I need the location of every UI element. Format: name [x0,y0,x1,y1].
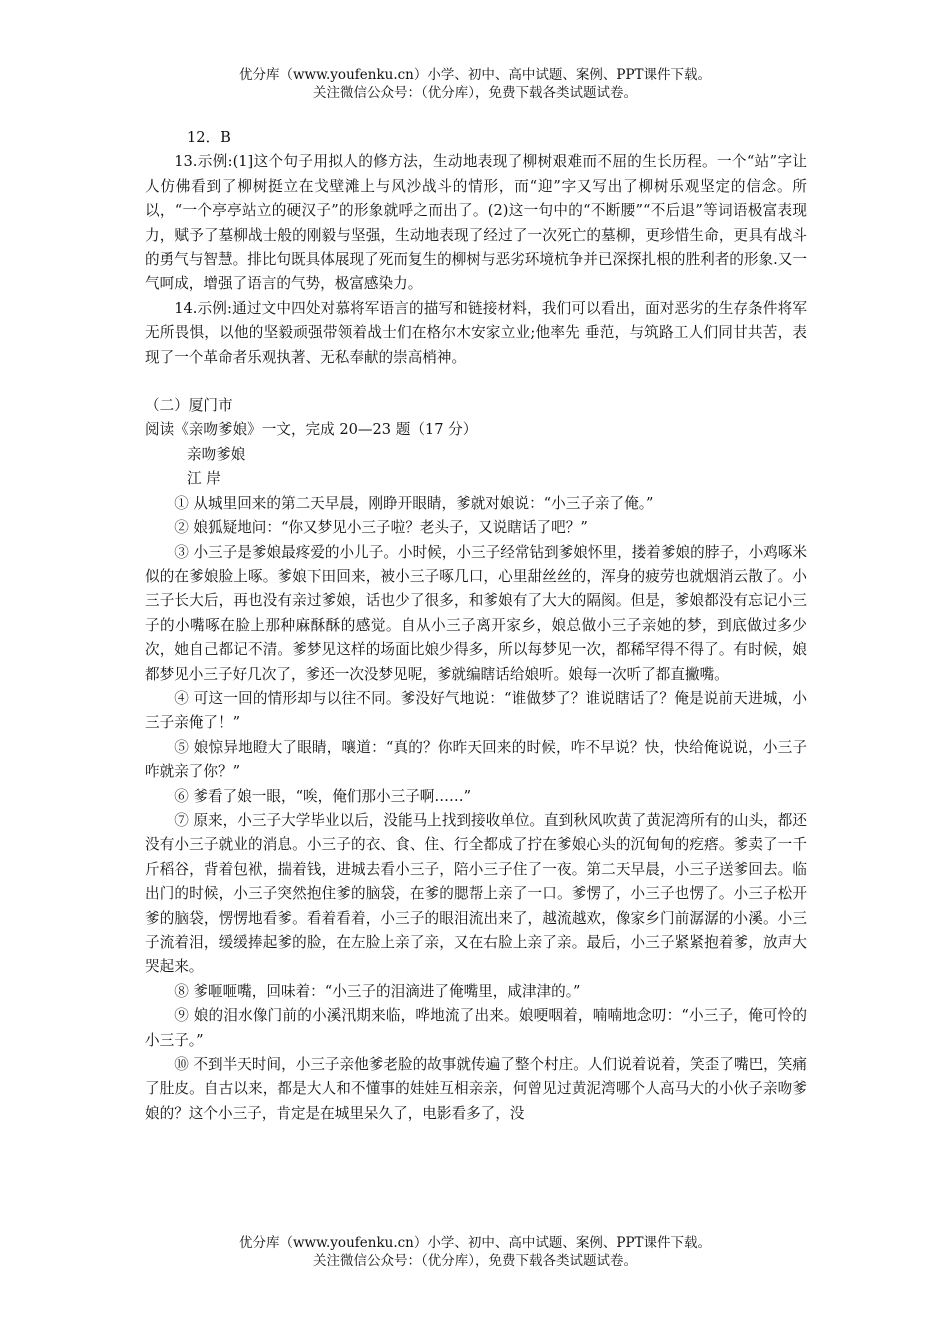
article-paragraph: ③ 小三子是爹娘最疼爱的小儿子。小时候，小三子经常钻到爹娘怀里，搂着爹娘的脖子，小鸡啄米似的在爹娘脸上啄。爹娘下田回来，被小三子啄几口，心里甜丝丝的，浑身的疲劳也就烟消云散了。小三子长大后，再也没有亲过爹娘，话也少了很多，和爹娘有了大大的隔阂。但是，爹娘都没有忘记小三子的小嘴啄在脸上那种麻酥酥的感觉。自从小三子离开家乡，娘总做小三子亲她的梦，到底做过多少次，她自己都记不清。爹梦见这样的场面比娘少得多，所以每梦见一次，都稀罕得不得了。有时候，娘都梦见小三子好几次了，爹还一次没梦见呢，爹就编瞎话给娘听。娘每一次听了都直撇嘴。 [145,543,807,683]
section-title: （二）厦门市 [145,397,233,415]
header-line-2: 关注微信公众号：（优分库），免费下载各类试题试卷。 [313,85,637,101]
page-header [0,66,950,102]
header-line-1: 优分库（www.youfenku.cn）小学、初中、高中试题、案例、PPT课件下载。 [238,67,712,83]
article-title: 亲吻爹娘 [187,445,246,463]
answer-12: 12．B [187,129,231,146]
document-body [145,126,807,1126]
page-footer [0,1234,950,1270]
article-paragraph: ⑥ 爹看了娘一眼，“唉，俺们那小三子啊……” [174,787,472,805]
spacer [145,370,807,394]
article-paragraph: ② 娘狐疑地问：“你又梦见小三子啦？老头子，又说瞎话了吧？” [174,519,588,537]
footer-line-2: 关注微信公众号：（优分库），免费下载各类试题试卷。 [313,1253,637,1269]
answer-13: 13.示例:(1]这个句子用拟人的修方法，生动地表现了柳树艰难而不屈的生长历程。一个“站”字让人仿佛看到了柳树挺立在戈壁滩上与风沙战斗的情形，而“迎”字又写出了柳树乐观坚定的信念。所以，“一个亭亭站立的硬汉子”的形象就呼之而出了。(2)这一句中的“不断腰”“不后退”等词语极富表现力，赋予了墓柳战士般的刚毅与坚强，生动地表现了经过了一次死亡的墓柳，更珍惜生命，更具有战斗的勇气与智慧。排比句既具体展现了死而复生的柳树与恶劣环境杭争并已深探扎根的胜利者的形象.又一气呵成，增强了语言的气势，极富感染力。 [145,153,807,293]
article-paragraph: ④ 可这一回的情形却与以往不同。爹没好气地说：“谁做梦了？谁说瞎话了？俺是说前天进城，小三子亲俺了！” [145,689,807,732]
article-paragraph: ⑤ 娘惊异地瞪大了眼睛，嚷道：“真的？你昨天回来的时候，咋不早说？快，快给俺说说，小三子咋就亲了你？” [145,738,807,781]
answer-14: 14.示例:通过文中四处对慕将军语言的描写和链接材料，我们可以看出，面对恶劣的生存条件将军无所畏惧，以他的坚毅顽强带领着战士们在格尔木安家立业;他率先 垂范，与筑路工人们同甘共苦，表现了一个革命者乐观执著、无私奉献的崇高梢神。 [145,299,807,366]
article-paragraph: ① 从城里回来的第二天早晨，刚睁开眼睛，爹就对娘说：“小三子亲了俺。” [174,494,654,512]
article-author: 江 岸 [187,470,221,488]
footer-line-1: 优分库（www.youfenku.cn）小学、初中、高中试题、案例、PPT课件下载。 [238,1235,712,1251]
reading-instruction: 阅读《亲吻爹娘》一文，完成 20—23 题（17 分） [145,421,478,439]
article-paragraph: ⑩ 不到半天时间，小三子亲他爹老脸的故事就传遍了整个村庄。人们说着说着，笑歪了嘴巴，笑痛了肚皮。自古以来，都是大人和不懂事的娃娃互相亲亲，何曾见过黄泥湾哪个人高马大的小伙子亲吻爹娘的？这个小三子，肯定是在城里呆久了，电影看多了，没 [145,1056,807,1122]
article-paragraph: ⑦ 原来，小三子大学毕业以后，没能马上找到接收单位。直到秋风吹黄了黄泥湾所有的山头，都还没有小三子就业的消息。小三子的衣、食、住、行全都成了拧在爹娘心头的沉甸甸的疙瘩。爹卖了一千斤稻谷，背着包袱，揣着钱，进城去看小三子，陪小三子住了一夜。第二天早晨，小三子送爹回去。临出门的时候，小三子突然抱住爹的脑袋，在爹的腮帮上亲了一口。爹愣了，小三子也愣了。小三子松开爹的脑袋，愣愣地看爹。看着看着，小三子的眼泪流出来了，越流越欢，像家乡门前潺潺的小溪。小三子流着泪，缓缓捧起爹的脸，在左脸上亲了亲，又在右脸上亲了亲。最后，小三子紧紧抱着爹，放声大哭起来。 [145,811,807,976]
article-paragraph: ⑨ 娘的泪水像门前的小溪汛期来临，哗地流了出来。娘哽咽着，喃喃地念叨：“小三子，俺可怜的小三子。” [145,1007,807,1049]
article-paragraph: ⑧ 爹咂咂嘴，回味着：“小三子的泪滴进了俺嘴里，咸津津的。” [174,982,581,1000]
